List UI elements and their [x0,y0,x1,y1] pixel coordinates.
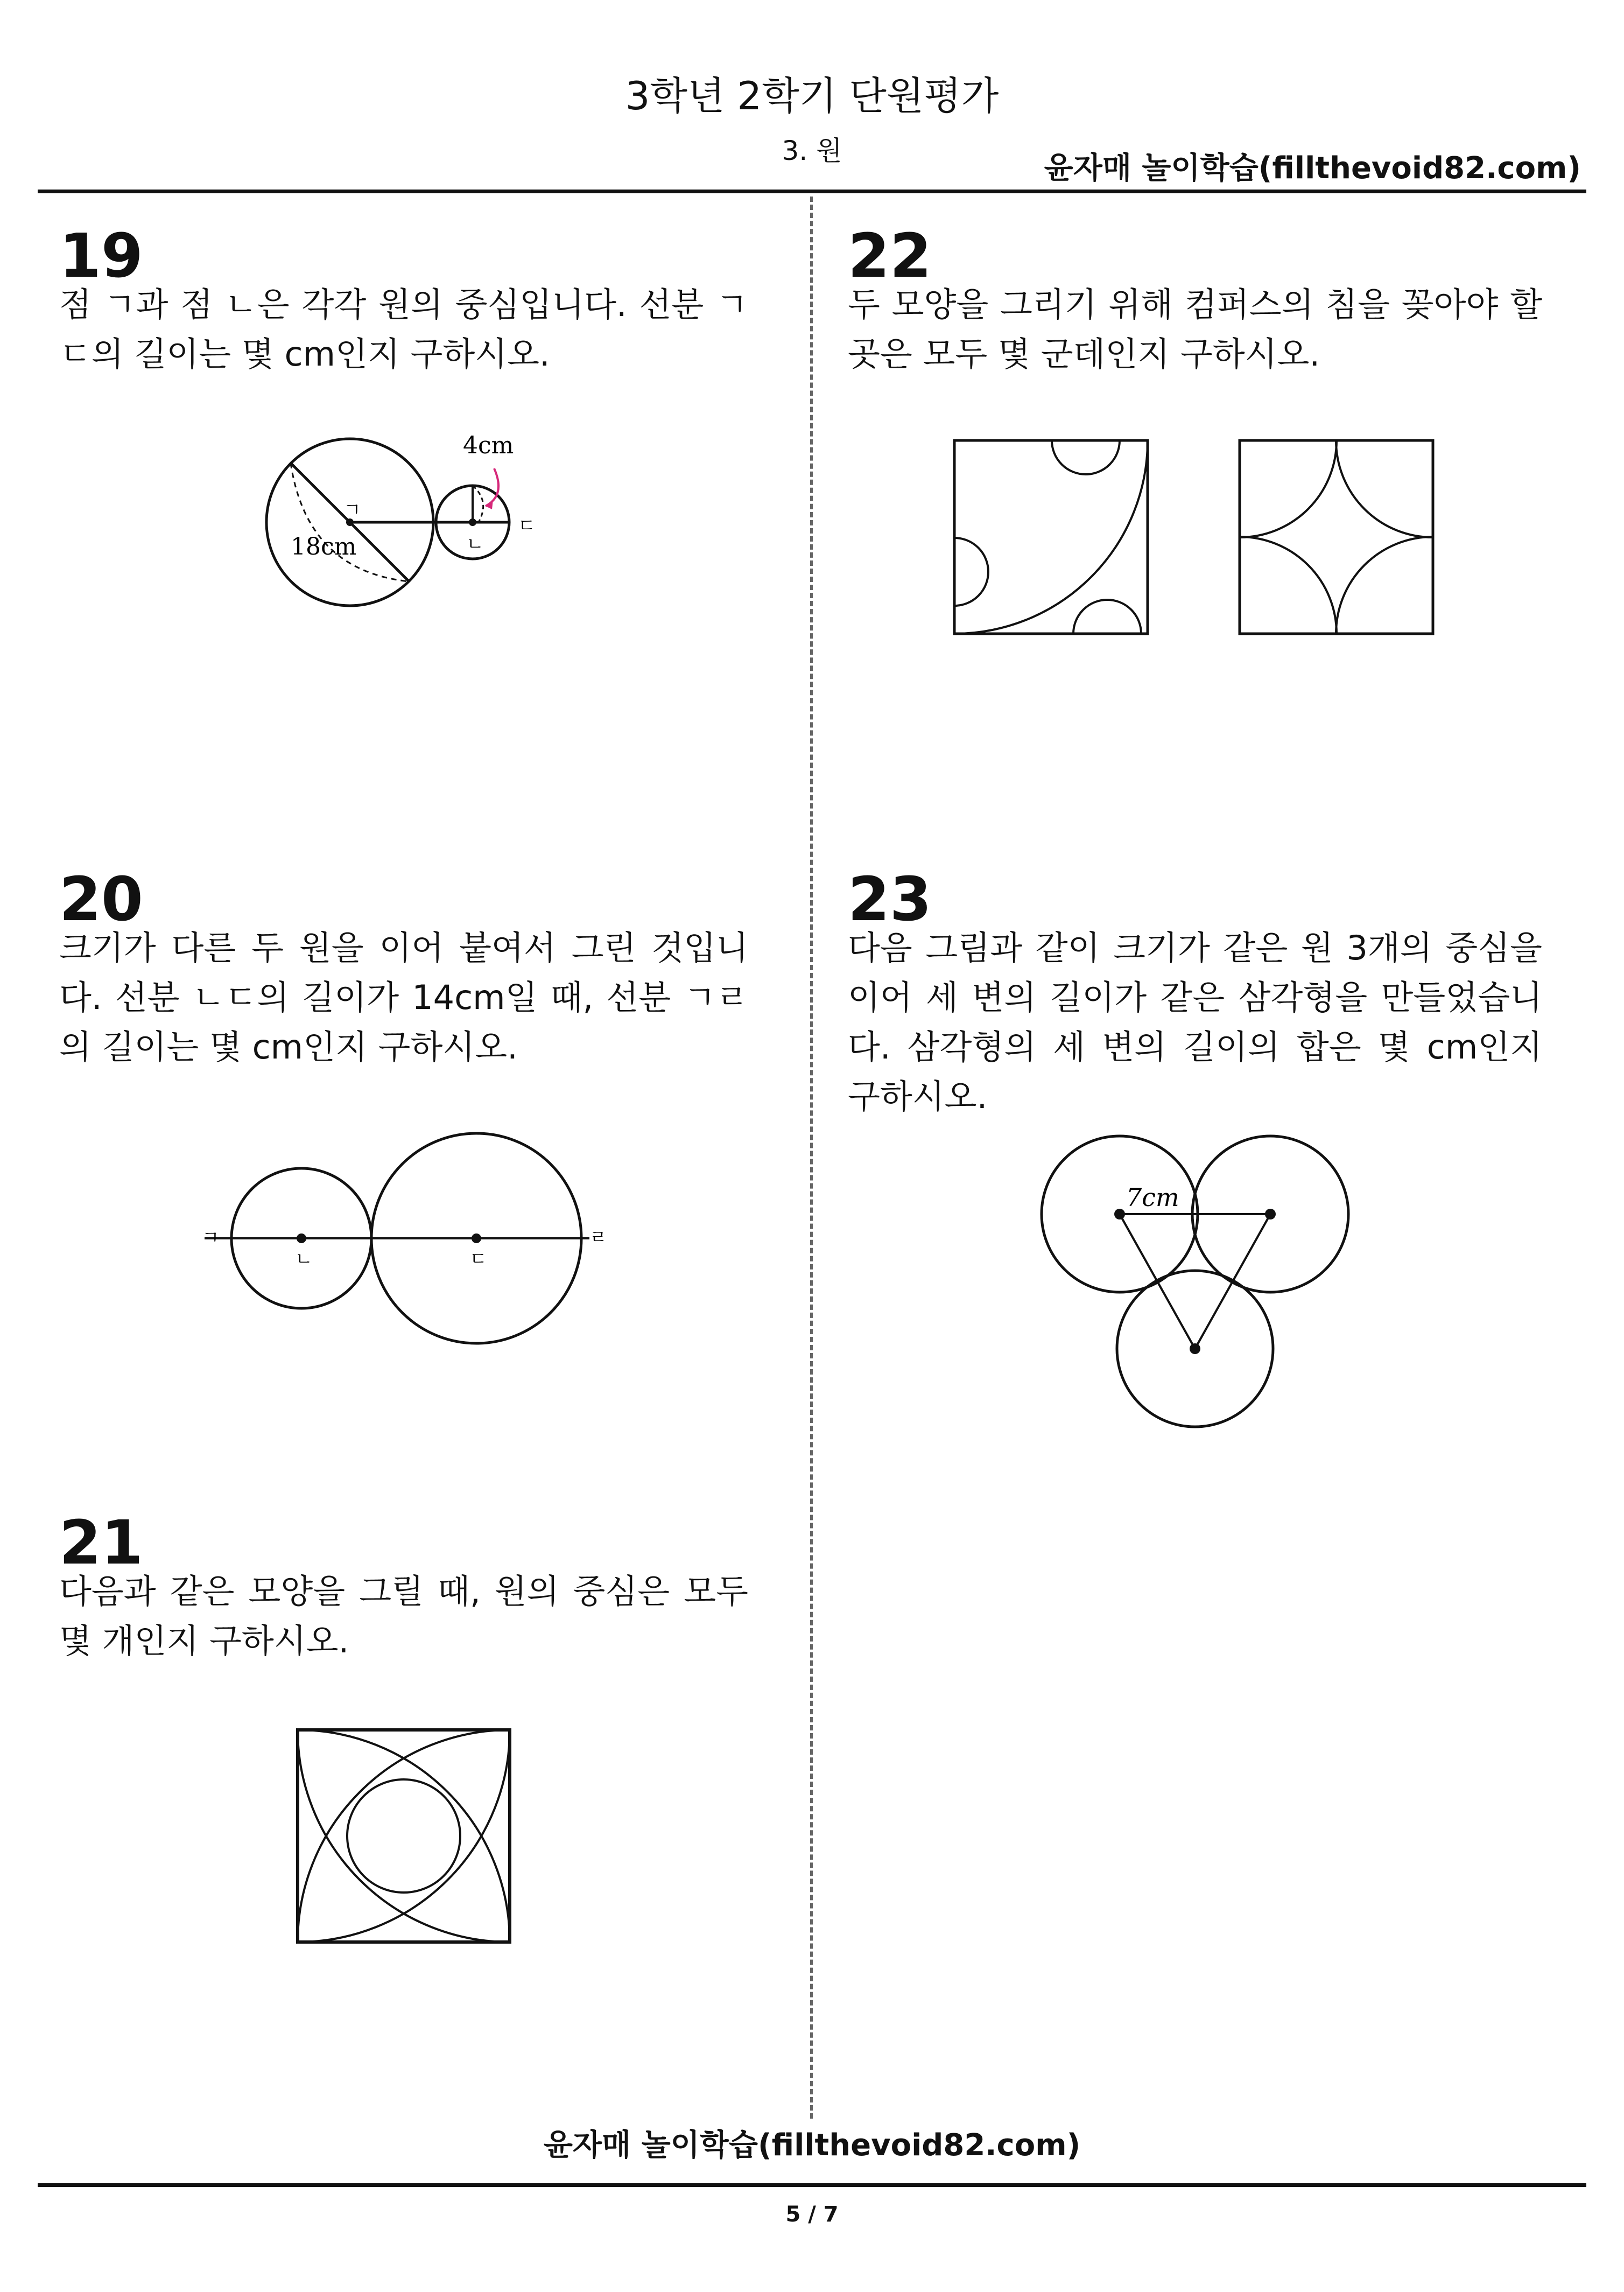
center-left-dot [1114,1209,1125,1219]
label-a: ㄱ [343,499,361,521]
label-b: ㄴ [466,534,484,555]
question-19-number: 19 [59,221,143,291]
center-bottom-dot [1190,1343,1200,1354]
question-23-number: 23 [848,865,932,935]
center-right-dot [1265,1209,1276,1219]
question-20-number: 20 [59,865,143,935]
small-radius-dashed [473,486,483,521]
question-22-text: 두 모양을 그리기 위해 컴퍼스의 침을 꽂아야 할 곳은 모두 몇 군데인지 구하시오. [848,285,1542,374]
center-circle [347,1779,460,1893]
question-21-number: 21 [59,1508,143,1578]
question-20-figure [194,1131,624,1308]
column-divider [810,197,813,2119]
label-b: ㄴ [295,1249,313,1270]
question-23-text: 다음 그림과 같이 크기가 같은 원 3개의 중심을 이어 세 변의 길이가 같은 삼각형을 만들었습니다. 삼각형의 세 변의 길이의 합은 몇 cm인지 구하시오. [848,928,1542,1116]
label-radius: 4cm [463,432,514,459]
question-19-text: 점 ㄱ과 점 ㄴ은 각각 원의 중심입니다. 선분 ㄱㄷ의 길이는 몇 cm인지 구하시오. [59,285,748,374]
side-length-label: 7cm [1126,1183,1179,1212]
page-number: 5 / 7 [785,2202,839,2227]
center-b-dot [297,1233,306,1243]
question-19-figure [253,425,554,630]
question-22-number: 22 [848,221,932,291]
header-rule [38,190,1586,193]
question-20-text: 크기가 다른 두 원을 이어 붙여서 그린 것입니다. 선분 ㄴㄷ의 길이가 14cm일 때, 선분 ㄱㄹ의 길이는 몇 cm인지 구하시오. [59,928,748,1067]
question-21-text: 다음과 같은 모양을 그릴 때, 원의 중심은 모두 몇 개인지 구하시오. [59,1572,748,1660]
label-diameter: 18cm [291,533,357,560]
page-title: 3학년 2학기 단원평가 [625,73,999,118]
question-22-figure-a [953,439,1149,635]
question-23-figure [1034,1136,1346,1432]
label-c: ㄷ [518,515,536,537]
footer-rule [38,2183,1586,2187]
center-b-dot [469,518,476,526]
square-b [1240,440,1433,634]
square-a [954,440,1148,634]
outer-square [298,1730,510,1942]
header-brand: 윤자매 놀이학습(fillthevoid82.com) [1044,151,1581,186]
footer-brand: 윤자매 놀이학습(fillthevoid82.com) [543,2128,1081,2163]
label-a: ㄱ [202,1227,220,1249]
question-22-figure-b [1238,439,1435,635]
unit-subtitle: 3. 원 [782,135,842,166]
question-21-figure [296,1728,511,1944]
pink-pointer-arrow [486,468,498,506]
center-c-dot [472,1233,481,1243]
label-c: ㄷ [469,1249,487,1270]
label-d: ㄹ [589,1227,607,1249]
